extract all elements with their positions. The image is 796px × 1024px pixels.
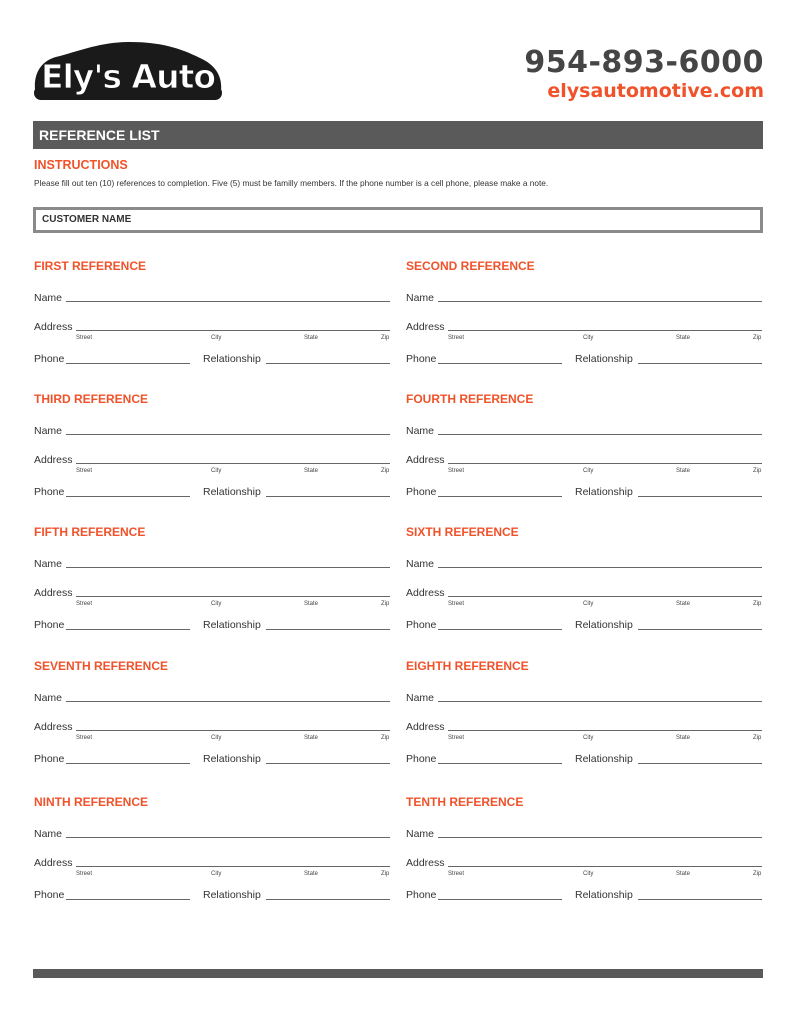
relationship-label: Relationship <box>203 753 261 765</box>
contact-block <box>524 47 764 103</box>
address-label: Address <box>406 587 445 599</box>
name-label: Name <box>34 425 63 437</box>
name-input-line[interactable] <box>438 837 762 838</box>
address-input-line[interactable] <box>448 330 762 331</box>
city-sublabel: City <box>211 735 222 741</box>
name-label: Name <box>34 692 63 704</box>
logo-text: Ely's Auto <box>40 57 216 96</box>
relationship-label: Relationship <box>203 353 261 365</box>
address-label: Address <box>34 857 73 869</box>
reference-title: FOURTH REFERENCE <box>406 392 534 406</box>
relationship-input-line[interactable] <box>266 363 390 364</box>
phone-label: Phone <box>34 353 65 365</box>
reference-title: SIXTH REFERENCE <box>406 525 519 539</box>
instructions-text: Please fill out ten (10) references to completion. Five (5) must be familly members. If the phone number is a cell phone, please make a note. <box>34 178 549 188</box>
name-label: Name <box>34 292 63 304</box>
reference-block <box>33 525 390 645</box>
reference-block <box>405 392 762 512</box>
street-sublabel: Street <box>76 468 93 474</box>
relationship-input-line[interactable] <box>638 363 762 364</box>
city-sublabel: City <box>583 601 594 607</box>
zip-sublabel: Zip <box>381 735 390 741</box>
phone-input-line[interactable] <box>438 899 562 900</box>
city-sublabel: City <box>211 871 222 877</box>
relationship-label: Relationship <box>575 619 633 631</box>
reference-block <box>405 259 762 379</box>
reference-title: SEVENTH REFERENCE <box>34 659 169 673</box>
street-sublabel: Street <box>448 735 465 741</box>
phone-label: Phone <box>406 486 437 498</box>
state-sublabel: State <box>304 601 319 607</box>
state-sublabel: State <box>676 468 691 474</box>
state-sublabel: State <box>676 335 691 341</box>
address-input-line[interactable] <box>76 463 390 464</box>
city-sublabel: City <box>583 335 594 341</box>
phone-label: Phone <box>406 889 437 901</box>
address-label: Address <box>34 454 73 466</box>
reference-block <box>33 795 390 915</box>
elys-auto-logo <box>30 38 226 106</box>
relationship-input-line[interactable] <box>638 496 762 497</box>
reference-block <box>405 659 762 779</box>
phone-label: Phone <box>34 889 65 901</box>
reference-title: SECOND REFERENCE <box>406 259 535 273</box>
address-input-line[interactable] <box>76 596 390 597</box>
reference-block <box>33 259 390 379</box>
name-label: Name <box>406 558 435 570</box>
zip-sublabel: Zip <box>753 601 762 607</box>
customer-name-field[interactable] <box>33 207 763 233</box>
name-label: Name <box>34 558 63 570</box>
reference-title: FIFTH REFERENCE <box>34 525 146 539</box>
name-input-line[interactable] <box>66 301 390 302</box>
name-input-line[interactable] <box>438 301 762 302</box>
zip-sublabel: Zip <box>381 871 390 877</box>
name-label: Name <box>406 828 435 840</box>
state-sublabel: State <box>676 871 691 877</box>
relationship-label: Relationship <box>203 486 261 498</box>
state-sublabel: State <box>676 601 691 607</box>
phone-input-line[interactable] <box>66 899 190 900</box>
customer-name-label: CUSTOMER NAME <box>42 214 132 225</box>
name-label: Name <box>406 692 435 704</box>
name-label: Name <box>34 828 63 840</box>
zip-sublabel: Zip <box>381 335 390 341</box>
phone-input-line[interactable] <box>66 629 190 630</box>
phone-input-line[interactable] <box>438 629 562 630</box>
city-sublabel: City <box>583 468 594 474</box>
reference-title: TENTH REFERENCE <box>406 795 524 809</box>
phone-label: Phone <box>406 753 437 765</box>
state-sublabel: State <box>304 468 319 474</box>
relationship-input-line[interactable] <box>266 629 390 630</box>
reference-title: FIRST REFERENCE <box>34 259 147 273</box>
footer-bar <box>33 969 763 978</box>
phone-input-line[interactable] <box>438 763 562 764</box>
company-phone: 954-893-6000 <box>524 45 764 80</box>
street-sublabel: Street <box>448 468 465 474</box>
address-input-line[interactable] <box>76 866 390 867</box>
name-input-line[interactable] <box>438 701 762 702</box>
name-label: Name <box>406 292 435 304</box>
street-sublabel: Street <box>76 871 93 877</box>
reference-block <box>33 659 390 779</box>
zip-sublabel: Zip <box>753 335 762 341</box>
address-input-line[interactable] <box>76 730 390 731</box>
relationship-label: Relationship <box>203 889 261 901</box>
address-label: Address <box>34 587 73 599</box>
city-sublabel: City <box>211 601 222 607</box>
phone-input-line[interactable] <box>66 363 190 364</box>
relationship-label: Relationship <box>575 353 633 365</box>
relationship-input-line[interactable] <box>638 899 762 900</box>
relationship-input-line[interactable] <box>638 629 762 630</box>
zip-sublabel: Zip <box>753 468 762 474</box>
address-label: Address <box>34 721 73 733</box>
name-input-line[interactable] <box>66 837 390 838</box>
name-input-line[interactable] <box>66 701 390 702</box>
address-label: Address <box>34 321 73 333</box>
name-input-line[interactable] <box>66 567 390 568</box>
city-sublabel: City <box>211 335 222 341</box>
zip-sublabel: Zip <box>753 871 762 877</box>
address-label: Address <box>406 721 445 733</box>
state-sublabel: State <box>304 735 319 741</box>
phone-input-line[interactable] <box>66 496 190 497</box>
phone-label: Phone <box>34 619 65 631</box>
street-sublabel: Street <box>76 335 93 341</box>
zip-sublabel: Zip <box>381 468 390 474</box>
instructions-heading: INSTRUCTIONS <box>34 158 128 172</box>
reference-title: THIRD REFERENCE <box>34 392 149 406</box>
address-input-line[interactable] <box>76 330 390 331</box>
relationship-input-line[interactable] <box>638 763 762 764</box>
phone-label: Phone <box>34 486 65 498</box>
state-sublabel: State <box>304 335 319 341</box>
zip-sublabel: Zip <box>381 601 390 607</box>
address-label: Address <box>406 857 445 869</box>
address-label: Address <box>406 321 445 333</box>
city-sublabel: City <box>211 468 222 474</box>
reference-block <box>33 392 390 512</box>
relationship-label: Relationship <box>575 889 633 901</box>
city-sublabel: City <box>583 871 594 877</box>
phone-input-line[interactable] <box>66 763 190 764</box>
reference-title: EIGHTH REFERENCE <box>406 659 529 673</box>
name-input-line[interactable] <box>438 434 762 435</box>
zip-sublabel: Zip <box>753 735 762 741</box>
state-sublabel: State <box>304 871 319 877</box>
relationship-input-line[interactable] <box>266 763 390 764</box>
street-sublabel: Street <box>76 735 93 741</box>
relationship-input-line[interactable] <box>266 496 390 497</box>
address-input-line[interactable] <box>448 866 762 867</box>
name-input-line[interactable] <box>66 434 390 435</box>
street-sublabel: Street <box>448 871 465 877</box>
phone-label: Phone <box>406 619 437 631</box>
company-website[interactable]: elysautomotive.com <box>547 80 764 102</box>
phone-label: Phone <box>406 353 437 365</box>
address-input-line[interactable] <box>448 730 762 731</box>
address-label: Address <box>406 454 445 466</box>
relationship-label: Relationship <box>575 753 633 765</box>
phone-label: Phone <box>34 753 65 765</box>
name-label: Name <box>406 425 435 437</box>
street-sublabel: Street <box>448 335 465 341</box>
city-sublabel: City <box>583 735 594 741</box>
street-sublabel: Street <box>448 601 465 607</box>
reference-block <box>405 525 762 645</box>
state-sublabel: State <box>676 735 691 741</box>
relationship-input-line[interactable] <box>266 899 390 900</box>
reference-title: NINTH REFERENCE <box>34 795 149 809</box>
phone-input-line[interactable] <box>438 496 562 497</box>
street-sublabel: Street <box>76 601 93 607</box>
phone-input-line[interactable] <box>438 363 562 364</box>
relationship-label: Relationship <box>203 619 261 631</box>
address-input-line[interactable] <box>448 596 762 597</box>
address-input-line[interactable] <box>448 463 762 464</box>
reference-block <box>405 795 762 915</box>
relationship-label: Relationship <box>575 486 633 498</box>
page-title: REFERENCE LIST <box>33 121 763 149</box>
name-input-line[interactable] <box>438 567 762 568</box>
